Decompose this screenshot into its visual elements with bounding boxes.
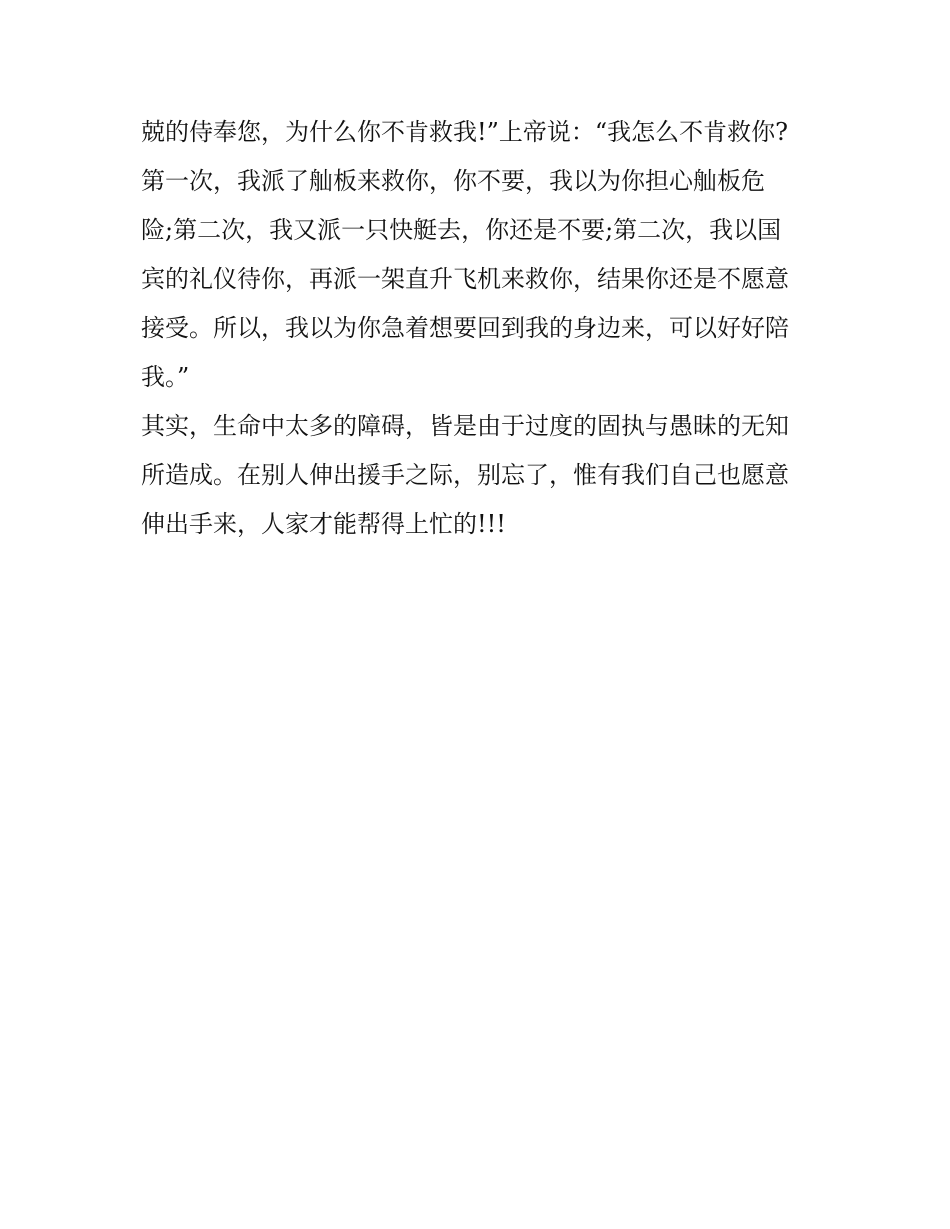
text-line: 我。”	[141, 363, 190, 391]
text-line: 接受。所以，我以为你急着想要回到我的身边来，可以好好陪	[141, 314, 789, 342]
text-line: 其实，生命中太多的障碍，皆是由于过度的固执与愚昧的无知	[141, 412, 789, 440]
document-body-text	[141, 108, 831, 549]
text-line: 险;第二次，我又派一只快艇去，你还是不要;第二次，我以国	[141, 216, 782, 244]
text-line: 兢的侍奉您，为什么你不肯救我!”上帝说：“我怎么不肯救你?	[141, 118, 789, 146]
text-line: 伸出手来，人家才能帮得上忙的!!!	[141, 510, 506, 538]
text-line: 第一次，我派了舢板来救你，你不要，我以为你担心舢板危	[141, 167, 765, 195]
text-line: 宾的礼仪待你，再派一架直升飞机来救你，结果你还是不愿意	[141, 265, 789, 293]
text-line: 所造成。在别人伸出援手之际，别忘了，惟有我们自己也愿意	[141, 461, 789, 489]
